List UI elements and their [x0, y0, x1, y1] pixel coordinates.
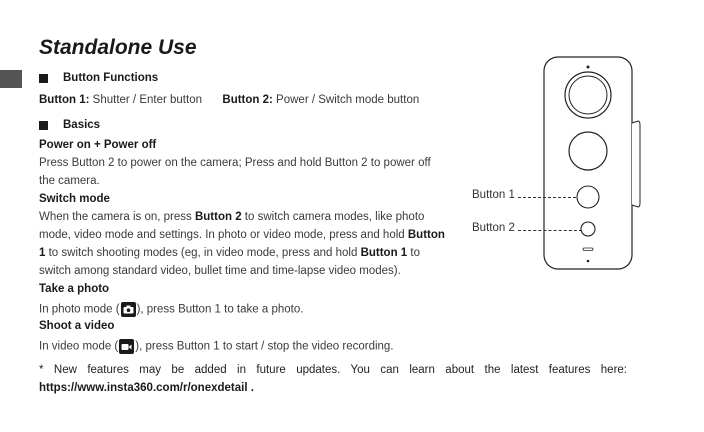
square-bullet-icon: [39, 121, 48, 130]
section-tab-marker: [0, 70, 22, 88]
button1-label: Button 1:: [39, 94, 90, 106]
button1-desc: Shutter / Enter button: [89, 94, 202, 106]
switch-line-4: switch among standard video, bullet time and time-lapse video modes).: [39, 265, 401, 277]
switch-line-1-text-a: When the camera is on, press: [39, 211, 195, 223]
take-photo-heading: Take a photo: [39, 283, 110, 295]
basics-heading-text: Basics: [63, 119, 101, 131]
switch-line-1-bold: Button 2: [194, 211, 242, 223]
switch-line-1: [39, 211, 424, 223]
square-bullet-icon: [39, 74, 48, 83]
button2-label: Button 2:: [222, 94, 273, 106]
switch-line-3: [39, 247, 420, 259]
switch-line-3-text-d: to: [407, 247, 420, 259]
button2-callout-label: Button 2: [472, 222, 515, 234]
button2-callout-line: [518, 230, 582, 231]
camera-illustration: [520, 55, 650, 275]
shoot-video-heading: Shoot a video: [39, 320, 115, 332]
top-indicator-dot: [587, 66, 590, 69]
camera-side-ridge: [632, 121, 640, 207]
switch-line-2: [39, 229, 445, 241]
switch-line-3-text-b: to switch shooting modes (eg, in video mode, press and hold: [45, 247, 361, 259]
page-title: Standalone Use: [39, 36, 197, 59]
take-photo-line: [39, 302, 303, 317]
button1-callout-line: [518, 197, 576, 198]
button-1: [577, 186, 599, 208]
take-photo-text-post: ), press Button 1 to take a photo.: [136, 303, 304, 316]
power-heading: Power on + Power off: [39, 139, 157, 151]
shoot-video-text-pre: In video mode (: [39, 340, 119, 353]
basics-heading: [39, 119, 100, 131]
footnote-link[interactable]: https://www.insta360.com/r/onexdetail .: [39, 382, 254, 394]
bottom-indicator-dot: [587, 260, 590, 263]
switch-line-3-bold-a: 1: [39, 247, 46, 259]
switch-line-2-text-a: mode, video mode and settings. In photo or video mode, press and hold: [39, 229, 408, 241]
footnote: [39, 361, 627, 397]
screen-circle: [569, 132, 607, 170]
button1-callout-label: Button 1: [472, 189, 515, 201]
lens-inner: [569, 76, 607, 114]
video-mode-icon: [119, 339, 134, 354]
footnote-text: * New features may be added in future updates. You can learn about the latest features here:: [39, 364, 627, 376]
switch-line-2-bold: Button: [407, 229, 445, 241]
switch-line-1-text-c: to switch camera modes, like photo: [241, 211, 425, 223]
shoot-video-text-post: ), press Button 1 to start / stop the video recording.: [135, 340, 394, 353]
button2-desc: Power / Switch mode button: [272, 94, 420, 106]
power-line-1: Press Button 2 to power on the camera; Press and hold Button 2 to power off: [39, 157, 431, 169]
switch-mode-heading: Switch mode: [39, 193, 110, 205]
button-functions-heading: [39, 72, 158, 84]
shoot-video-line: [39, 339, 394, 354]
button-functions-heading-text: Button Functions: [63, 72, 159, 84]
speaker-slot: [583, 248, 593, 251]
button-functions-line: [39, 94, 419, 106]
take-photo-text-pre: In photo mode (: [39, 303, 120, 316]
camera-mode-icon: [121, 302, 136, 317]
power-line-2: the camera.: [39, 175, 100, 187]
switch-line-3-bold-c: Button 1: [360, 247, 408, 259]
button-2: [581, 222, 595, 236]
